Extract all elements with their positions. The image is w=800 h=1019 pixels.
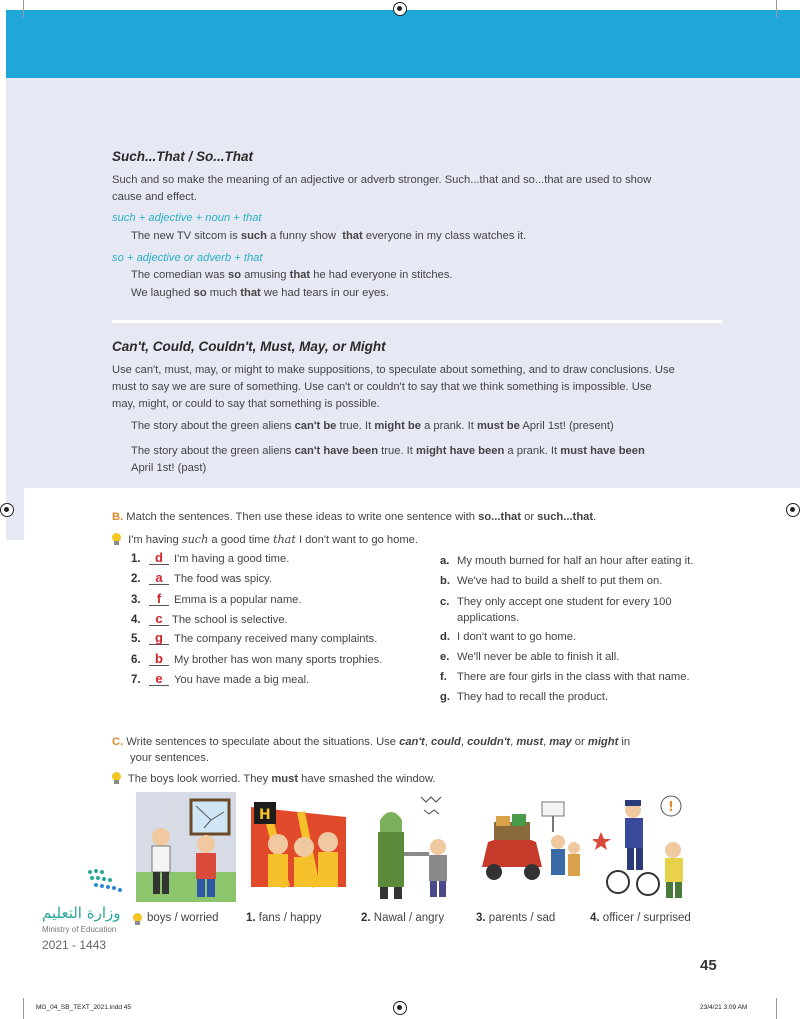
exercise-b-instruction [112,511,596,523]
such-that-intro [112,172,732,206]
example-text: a good time [208,534,273,546]
exercise-c-example [112,772,436,785]
item-text: The company received many complaints. [174,633,378,645]
example-text: I'm having [128,534,182,546]
option-text: My mouth burned for half an hour after eating it. [457,555,694,567]
instruction-keyword: such...that [537,511,594,523]
section-title-modals: Can't, Could, Couldn't, Must, May, or Might [112,339,386,354]
example-text: a prank. It [504,445,561,457]
item-number: 6. [131,654,141,666]
pattern-such: such + adjective + noun + that [112,212,262,224]
option-text: I don't want to go home. [457,631,577,643]
svg-text:!: ! [668,800,674,815]
section-title-such-that: Such...That / So...That [112,149,254,164]
example-text: April 1st! (past) [131,462,207,474]
caption-4 [590,912,691,924]
crop-mark [776,0,777,18]
instruction-text: or [520,511,538,523]
caption-example [147,912,219,924]
crop-mark [23,998,24,1019]
caption-number: 3. [476,912,486,924]
answer-blank[interactable]: e [149,672,169,686]
handwritten-word: such [181,533,209,546]
ministry-english-name: Ministry of Education [42,925,117,934]
modal-keyword: may [549,736,572,748]
illustration-fans [246,792,352,902]
item-text: You have made a big meal. [174,674,310,686]
instruction-text: your sentences. [130,752,209,764]
modal-keyword: couldn't [467,736,511,748]
caption-text: fans / happy [258,912,322,924]
answer-blank[interactable]: c [149,612,169,626]
registration-mark-right [786,503,800,517]
handwritten-word: that [272,533,296,546]
lightbulb-icon [112,772,121,784]
example-text: a funny show [266,230,343,242]
instruction-keyword: so...that [478,511,521,523]
instruction-text: Write sentences to speculate about the situations. Use [126,736,400,748]
example-text: I don't want to go home. [295,534,419,546]
intro-line: must to say we are sure of something. Use can't or couldn't to say that we think something is impossible. Use [112,381,652,393]
example-text: The boys look worried. They [127,773,272,785]
item-number: 4. [131,614,141,626]
example-keyword: that [342,230,363,242]
pattern-so: so + adjective or adverb + that [112,252,263,264]
example-keyword: might have been [416,445,505,457]
instruction-text: . [593,511,597,523]
example-keyword: can't be [294,420,337,432]
example-text: true. It [336,420,375,432]
item-number: 7. [131,674,141,686]
caption-number: 1. [246,912,256,924]
item-number: 3. [131,594,141,606]
example-keyword: so [193,287,207,299]
modals-intro [112,362,737,413]
example-keyword: so [228,269,242,281]
example-text: amusing [241,269,290,281]
modal-keyword: could [431,736,461,748]
example-text: he had everyone in stitches. [310,269,453,281]
option-letter: g. [440,691,450,703]
caption-text: officer / surprised [602,912,691,924]
example-text: The story about the green aliens [131,420,295,432]
option-letter: a. [440,555,450,567]
item-text: My brother has won many sports trophies. [174,654,383,666]
svg-text:H: H [259,807,271,823]
option-text: There are four girls in the class with that name. [457,671,690,683]
example-text: a prank. It [420,420,477,432]
example-text: The story about the green aliens [131,445,295,457]
caption-3 [476,912,555,924]
example-keyword: must [271,773,299,785]
example-modals-past [131,443,711,477]
lightbulb-icon [112,533,121,545]
example-so-2 [131,287,389,299]
example-text: have smashed the window. [298,773,436,785]
caption-2 [361,912,444,924]
instruction-text: Match the sentences. Then use these ideas to write one sentence with [126,511,479,523]
example-keyword: can't have been [294,445,379,457]
item-text: The food was spicy. [174,573,273,585]
example-keyword: might be [374,420,421,432]
example-text: We laughed [131,287,194,299]
example-text: much [206,287,241,299]
top-color-band [6,10,800,78]
caption-text: Nawal / angry [373,912,445,924]
exercise-c-instruction: C. Write sentences to speculate about the situations. Use can't, could, couldn't, must, may or might in your sentences. [112,736,631,764]
crop-mark [776,998,777,1019]
answer-blank[interactable]: f [149,592,169,606]
item-text: I'm having a good time. [174,553,290,565]
example-text: we had tears in our eyes. [260,287,389,299]
illustration-boys-window [136,792,236,902]
caption-number: 2. [361,912,371,924]
example-text: April 1st! (present) [519,420,614,432]
caption-text: parents / sad [488,912,556,924]
lightbulb-icon [133,913,142,925]
example-such [131,230,526,242]
exercise-letter: B. [112,511,124,523]
illustration-nawal [366,792,466,902]
page-number: 45 [700,957,717,974]
intro-line: cause and effect. [112,191,198,203]
footer-date: 23/4/21 3:09 AM [700,1004,748,1011]
modal-keyword: might [587,736,619,748]
illustration-officer [593,792,699,902]
item-number: 2. [131,573,141,585]
example-text: The comedian was [131,269,229,281]
option-text: applications. [457,612,520,624]
item-text: The school is selective. [172,614,288,626]
example-so-1 [131,269,453,281]
answer-blank[interactable]: b [149,652,169,666]
example-text: true. It [378,445,417,457]
caption-1 [246,912,321,924]
intro-line: may, might, or could to say that something is possible. [112,398,380,410]
exercise-letter: C. [112,736,124,748]
option-letter: c. [440,596,450,608]
option-text: They only accept one student for every 100 [457,596,672,608]
example-keyword: must have been [560,445,645,457]
option-text: We'll never be able to finish it all. [457,651,620,663]
example-keyword: that [289,269,311,281]
ministry-year: 2021 - 1443 [42,938,107,952]
registration-mark-bottom [393,1001,407,1015]
option-letter: b. [440,575,450,587]
caption-number: 4. [590,912,600,924]
item-text: Emma is a popular name. [174,594,302,606]
option-text: We've had to build a shelf to put them on. [457,575,663,587]
answer-blank[interactable]: a [149,571,169,585]
example-text: everyone in my class watches it. [362,230,527,242]
option-letter: e. [440,651,450,663]
answer-blank[interactable]: g [149,631,169,645]
ministry-arabic-name: وزارة التعليم [42,904,121,922]
crop-mark [23,0,24,18]
footer-filename: MG_04_SB_TEXT_2021.indd 45 [36,1004,132,1011]
section-divider [112,320,722,323]
intro-line: Use can't, must, may, or might to make suppositions, to speculate about something, and to draw conclusions. Use [112,364,675,376]
example-text: The new TV sitcom is [131,230,241,242]
option-text: They had to recall the product. [457,691,609,703]
answer-blank[interactable]: d [149,551,169,565]
example-modals-present [131,420,614,432]
registration-mark-left [0,503,14,517]
option-letter: f. [440,671,447,683]
item-number: 5. [131,633,141,645]
example-keyword: such [240,230,267,242]
modal-keyword: must [516,736,544,748]
caption-text: boys / worried [147,912,219,924]
option-letter: d. [440,631,450,643]
registration-mark-top [393,2,407,16]
example-keyword: that [240,287,261,299]
modal-keyword: can't [399,736,425,748]
item-number: 1. [131,553,141,565]
intro-line: Such and so make the meaning of an adjective or adverb stronger. Such...that and so...that are used to show [112,174,652,186]
illustration-parents-car [474,792,586,902]
example-keyword: must be [476,420,520,432]
ministry-logo-dots-icon [86,866,136,896]
exercise-b-example [112,533,418,546]
